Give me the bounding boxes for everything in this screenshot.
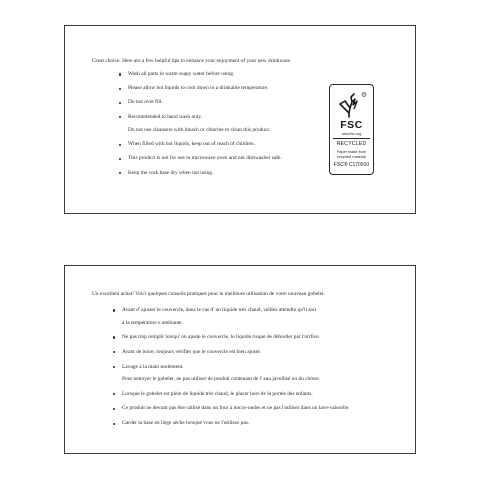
bullet-icon <box>119 172 121 174</box>
list-item <box>119 155 282 169</box>
french-intro: Un excellent achat! Voici quelques conseils pratiques pour la meilleure utilisation de votre nouveau gobelet. <box>92 291 325 297</box>
list-item <box>113 420 349 435</box>
tip-text: Wash all parts in warm soapy water before using. <box>128 71 235 77</box>
list-item <box>113 349 349 364</box>
tip-text: Please allow hot liquids to cool down to a drinkable temperature. <box>128 85 269 92</box>
tip-text: This product is not for use in microwave oven and not dishwasher safe. <box>128 155 282 162</box>
tip-text: Recommended to hand wash only. <box>128 113 203 120</box>
list-item-continuation <box>119 127 282 142</box>
bullet-icon <box>113 366 115 368</box>
list-item <box>119 85 282 99</box>
divider <box>333 138 370 139</box>
list-item <box>119 99 282 113</box>
bullet-icon <box>113 336 115 338</box>
english-tips-list <box>119 71 282 184</box>
bullet-icon <box>119 88 121 90</box>
tip-text: Lavage à la main seulement. <box>122 363 184 370</box>
tip-text: Keep the cork base dry when not using. <box>128 169 214 176</box>
bullet-icon <box>119 102 121 104</box>
fsc-license-code: FSC® C170910 <box>333 162 370 168</box>
svg-text:R: R <box>363 93 365 97</box>
list-item <box>113 307 349 320</box>
fsc-recycled-text: RECYCLED <box>336 141 367 147</box>
bullet-icon <box>113 408 115 410</box>
tip-text: Avant d' ajuster le couvercle, dans le cas d' un liquide très chaud, veillez attendre qu'il soit <box>122 307 317 313</box>
tip-text: Do not over fill. <box>128 99 163 106</box>
tip-text: Pour nettoyer le gobelet, ne pas utiliser de produit contenant de l' eau javellisé ou du chlore. <box>122 376 320 383</box>
tip-text: Do not use cleansers with bleach or chlorine to clean this product. <box>128 126 271 133</box>
tip-text: Avant de boire, toujours vérifier que le couvercle est bien ajusté. <box>122 348 262 355</box>
list-item-continuation <box>113 320 349 334</box>
fsc-tree-checkmark-icon <box>336 91 368 119</box>
list-item <box>113 364 349 377</box>
fsc-url: www.fsc.org <box>341 132 362 136</box>
tip-text: Lorsque le gobelet est plein de liquide très chaud, le placer hors de la portée des enfants. <box>122 390 313 397</box>
tip-text: Ce produit ne devrait pas être utilisé dans un four à micro-ondes et ne pas l'utiliser dans un lave-vaisselle. <box>122 405 350 412</box>
list-item <box>119 114 282 127</box>
fsc-description-line-2: recycled material <box>337 154 366 159</box>
bullet-icon <box>113 309 115 311</box>
tip-text: When filled with hot liquids, keep out of reach of children. <box>128 141 255 148</box>
tip-text: Garder la base en liège sèche lorsque vous ne l'utilisez pas. <box>122 420 250 427</box>
fsc-letters: FSC <box>340 119 363 131</box>
list-item <box>113 405 349 420</box>
bullet-icon <box>119 158 121 160</box>
french-tips-list <box>113 307 349 435</box>
list-item <box>113 334 349 349</box>
english-intro: Great choice. Here are a few helpful tips to enhance your enjoyment of your new drinkware. <box>92 58 292 64</box>
list-item <box>119 141 282 155</box>
bullet-icon <box>113 351 115 353</box>
bullet-icon <box>113 423 115 425</box>
list-item <box>119 71 282 85</box>
tip-text: Ne pas trop remplir lorsqu' on ajuste le couvercle, le liquide risque de déborder par l'orifice. <box>122 333 320 340</box>
list-item <box>119 170 282 184</box>
bullet-icon <box>119 116 121 118</box>
tip-text: à la température e ambiante. <box>122 319 183 326</box>
bullet-icon <box>119 144 121 146</box>
bullet-icon <box>113 393 115 395</box>
list-item <box>113 391 349 406</box>
english-care-card <box>64 25 416 214</box>
french-care-card <box>64 265 416 454</box>
fsc-recycled-label <box>329 84 374 175</box>
bullet-icon <box>119 73 121 75</box>
fsc-description-line-1: Paper made from <box>336 150 367 154</box>
list-item-continuation <box>113 376 349 390</box>
